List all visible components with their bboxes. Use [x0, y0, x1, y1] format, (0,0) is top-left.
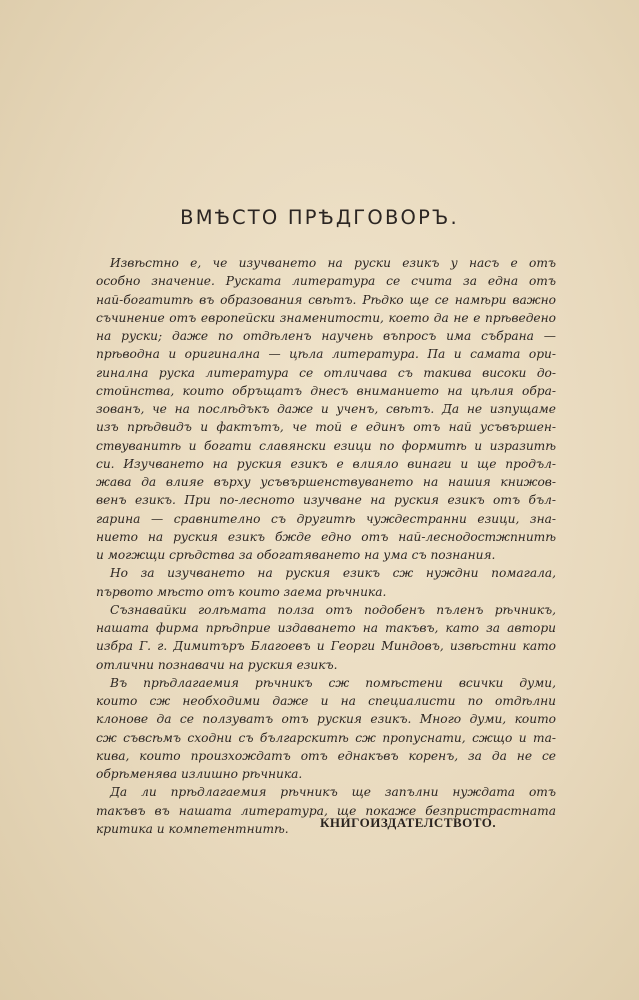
text-line: Но за изучването на руския езикъ сж нуждни помагала,: [110, 566, 556, 581]
text-line: обрѣменява излишно рѣчника.: [96, 767, 303, 781]
text-line: Извѣстно е, че изучването на руски езикъ у насъ е отъ: [110, 256, 556, 270]
text-line: на руски; даже по отдѣленъ научень въпросъ има събрана —: [96, 329, 556, 343]
text-line: Въ прѣдлагаемия рѣчникъ сж помѣстени всички думи,: [110, 675, 556, 690]
text-line: особно значение. Руската литература се счита за една отъ: [96, 274, 556, 289]
text-line: гинална руска литература се отличава съ такива високи до-: [96, 365, 556, 380]
text-line: зованъ, че на послѣдъкъ даже и ученъ, свѣтъ. Да не изпущаме: [96, 402, 556, 416]
text-line: си. Изучването на руския езикъ е влияло винаги и ще продъл-: [96, 456, 556, 471]
text-line: първото мѣсто отъ които заема рѣчника.: [96, 584, 387, 599]
text-line: които сж необходими даже и на специалисти по отдѣлни: [96, 694, 556, 708]
text-line: и могжщи срѣдства за обогатяването на ума съ познания.: [96, 548, 496, 562]
text-line: нашата фирма прѣдприе издаването на такъвъ, като за автори: [96, 621, 556, 635]
text-line: Да ли прѣдлагаемия рѣчникъ ще запълни нуждата отъ: [110, 785, 556, 800]
text-line: сж съвсѣмъ сходни съ българскитѣ сж пропуснати, сжщо и та-: [96, 730, 556, 745]
text-line: клонове да се ползуватъ отъ руския езикъ. Много думи, които: [96, 712, 556, 727]
publisher-signature: КНИГОИЗДАТЕЛСТВОТО.: [320, 815, 497, 830]
text-line: избра Г. г. Димитъръ Благоевъ и Георги Миндовъ, извѣстни като: [96, 639, 556, 654]
text-line: отлични познавачи на руския езикъ.: [96, 657, 338, 672]
foreword-body: [96, 254, 556, 838]
text-line: кива, които произхождатъ отъ еднакъвъ коренъ, за да не се: [96, 748, 556, 763]
text-line: нието на руския езикъ бжде едно отъ най-леснодостжпнитѣ: [96, 529, 556, 544]
text-line: съчинение отъ европейски знаменитости, което да не е прѣведено: [96, 310, 556, 325]
text-line: изъ прѣдвидъ и фактътъ, че той е единъ отъ най усъвършен-: [96, 420, 556, 435]
text-line: най-богатитѣ въ образования свѣтъ. Рѣдко ще се намѣри важно: [96, 292, 556, 307]
text-line: Съзнавайки голѣмата полза отъ подобенъ пъленъ рѣчникъ,: [110, 602, 556, 617]
paragraph-1: [96, 254, 556, 564]
text-line: жава да влияе върху усъвършенствуването на нашия книжов-: [96, 475, 556, 489]
text-line: гарина — сравнително съ другитѣ чуждестранни езици, зна-: [96, 511, 556, 526]
text-line: такъвъ въ нашата литература, ще покаже безпристрастната: [96, 803, 556, 818]
text-line: венъ езикъ. При по-лесното изучване на руския езикъ отъ бъл-: [96, 493, 556, 508]
text-line: стойнства, които обръщатъ днесъ вниманието на цѣлия обра-: [96, 383, 556, 398]
text-line: ствуванитѣ и богати славянски езици по формитѣ и изразитѣ: [96, 438, 556, 453]
paragraph-2: [96, 564, 556, 601]
text-line: прѣводна и оригинална — цѣла литература. Па и самата ори-: [96, 347, 556, 362]
text-line: критика и компетентнитѣ.: [96, 821, 289, 836]
paragraph-3: [96, 601, 556, 674]
paragraph-4: [96, 674, 556, 784]
page-title: ВМѢСТО ПРѢДГОВОРЪ.: [180, 206, 459, 229]
